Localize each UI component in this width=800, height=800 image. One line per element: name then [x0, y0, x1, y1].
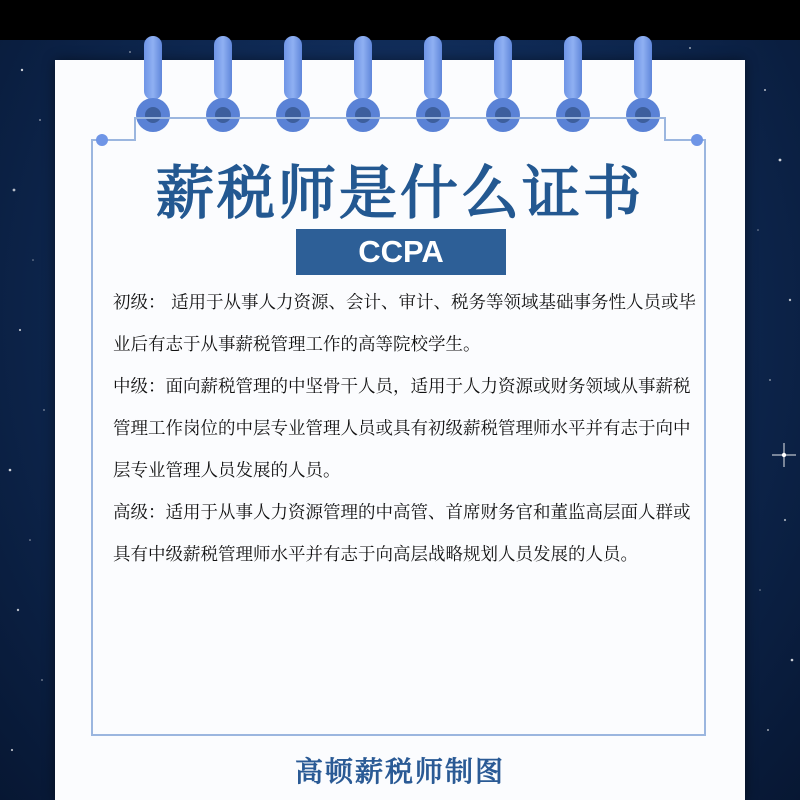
senior-level-paragraph: 高级：适用于从事人力资源管理的中高管、首席财务官和董监高层面人群或具有中级薪税管理师水平并有志于向高层战略规划人员发展的人员。: [113, 503, 691, 565]
primary-level-paragraph: 初级： 适用于从事人力资源、会计、审计、税务等领域基础事务性人员或毕业后有志于从事薪税管理工作的高等院校学生。: [113, 293, 697, 355]
footer-credit: 高顿薪税师制图: [294, 755, 505, 788]
description-text: [113, 282, 698, 576]
page-title: 薪税师是什么证书: [155, 159, 644, 227]
binder-rings: [0, 0, 800, 110]
ccpa-badge: CCPA: [296, 229, 506, 275]
intermediate-level-paragraph: 中级：面向薪税管理的中坚骨干人员，适用于人力资源或财务领域从事薪税管理工作岗位的中层专业管理人员或具有初级薪税管理师水平并有志于向中层专业管理人员发展的人员。: [113, 377, 691, 481]
